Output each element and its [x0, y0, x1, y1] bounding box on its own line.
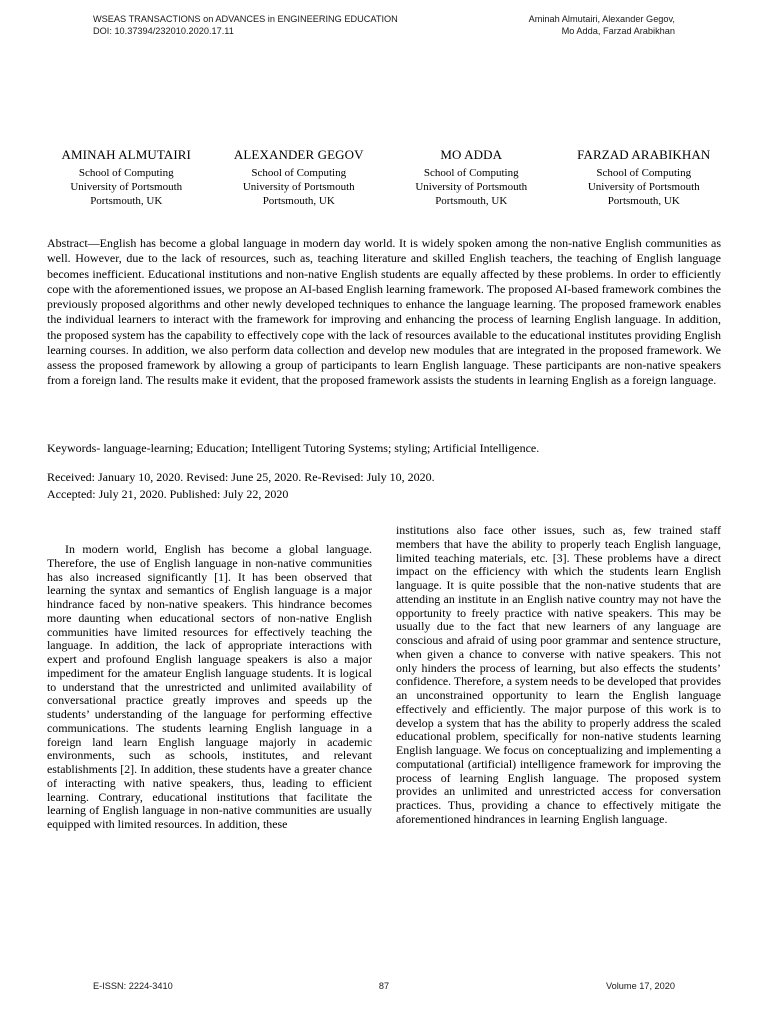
author-dept: School of Computing	[596, 167, 692, 179]
author-dept: School of Computing	[78, 167, 174, 179]
running-header-right	[529, 13, 675, 37]
publication-dates	[47, 469, 721, 503]
body-column-left: In modern world, English has become a global language. Therefore, the use of English language in non-native communities has also increased significantly [1]. It has been observed that learning the syntax and semantics of English language is a major hindrance faced by non-native speakers. This hindrance becomes more daunting when educational sectors of non-native English communities have limited resources for effectively teaching the language. In addition, the lack of appropriate interactions with expert and profound English language speakers is also a major impediment for the amateur English language students. It is logical to understand that the unrestricted and unlimited availability of conversational practice greatly improves and speeds up the students’ understanding of the language for performing effective communications. The students learning English language in a foreign land learn English language majorly in academic environments, such as schools, institutes, and relevant establishments [2]. In addition, these students have a greater chance of interacting with native speakers, thus, leading to efficient learning. Contrary, educational institutions that facilitate the learning of English language in non-native communities are usually equipped with limited resources. In addition, these	[47, 542, 372, 831]
header-authors-line-2: Mo Adda, Farzad Arabikhan	[561, 26, 675, 36]
running-header-left	[93, 13, 398, 37]
author-univ: University of Portsmouth	[415, 181, 528, 193]
author-loc: Portsmouth, UK	[90, 195, 163, 207]
footer-issn: E-ISSN: 2224-3410	[93, 981, 173, 991]
keywords: Keywords- language-learning; Education; Intelligent Tutoring Systems; styling; Artificial Intelligence.	[47, 441, 540, 455]
author-name: MO ADDA	[440, 147, 503, 162]
author-univ: University of Portsmouth	[587, 181, 700, 193]
author-dept: School of Computing	[251, 167, 347, 179]
body-column-right: institutions also face other issues, such as, few trained staff members that have the ability to properly teach English language, limited teaching materials, etc. [3]. These problems have a direct impact on the efficiency with which the students learn English language. It is quite possible that the non-native students that are attending an institute in an English native country may not have the opportunity to freely practice with native speakers. This may be usually due to the fact that new learners of any language are conscious and afraid of using poor grammar and sentence structure, when given a chance to converse with native speakers. This not only hinders the process of learning, but also effects the students’ confidence. Therefore, a system needs to be developed that provides an unconstrained opportunity to learn the English language effectively and efficiently. The major purpose of this work is to develop a system that has the ability to properly address the scaled educational problem, specifically for non-native students learning English language. We focus on conceptualizing and implementing a computational (artificial) intelligence framework for improving the process of learning English language. The proposed system provides an unlimited and unrestricted access for conversation practices. Thus, providing a chance to effectively mitigate the aforementioned hindrances in learning English language.	[396, 523, 722, 826]
author-name: FARZAD ARABIKHAN	[577, 147, 711, 162]
footer-volume: Volume 17, 2020	[606, 981, 675, 991]
author-4	[558, 147, 731, 208]
author-loc: Portsmouth, UK	[262, 195, 335, 207]
author-loc: Portsmouth, UK	[607, 195, 680, 207]
author-univ: University of Portsmouth	[70, 181, 183, 193]
author-name: AMINAH ALMUTAIRI	[61, 147, 191, 162]
author-1	[40, 147, 213, 208]
author-block	[40, 147, 730, 208]
header-authors-line-1: Aminah Almutairi, Alexander Gegov,	[528, 14, 675, 24]
author-2	[213, 147, 386, 208]
author-3	[385, 147, 558, 208]
doi: DOI: 10.37394/232010.2020.17.11	[93, 26, 234, 36]
footer-page-number: 87	[378, 981, 390, 991]
dates-accepted: Accepted: July 21, 2020. Published: July 22, 2020	[47, 487, 289, 501]
author-univ: University of Portsmouth	[242, 181, 355, 193]
author-dept: School of Computing	[423, 167, 519, 179]
journal-title: WSEAS TRANSACTIONS on ADVANCES in ENGINEERING EDUCATION	[93, 14, 398, 24]
author-loc: Portsmouth, UK	[435, 195, 508, 207]
abstract: Abstract—English has become a global language in modern day world. It is widely spoken among the non-native English communities as well. However, due to the lack of resources, such as, teaching literature and skilled English teachers, the teaching of English language becomes inefficient. Educational institutions and non-native English students are equally affected by these problems. In order to efficiently cope with the aforementioned issues, we propose an AI-based English learning framework. The proposed AI-based framework combines the previously proposed algorithms and other newly developed techniques to enhance the language learning. The proposed framework enables the individual learners to interact with the framework for improving and enhancing the process of learning English language. In addition, the proposed system has the capability to effectively cope with the lack of resources available to the educational institutes providing English learning courses. In addition, we also perform data collection and develop new modules that are integrated in the proposed framework. We assess the proposed framework by allowing a group of participants to learn English language. These participants are non-native speakers from a foreign land. The results make it evident, that the proposed framework assists the students in learning English as a foreign language.	[47, 236, 721, 388]
dates-received: Received: January 10, 2020. Revised: June 25, 2020. Re-Revised: July 10, 2020.	[47, 470, 435, 484]
author-name: ALEXANDER GEGOV	[233, 147, 364, 162]
